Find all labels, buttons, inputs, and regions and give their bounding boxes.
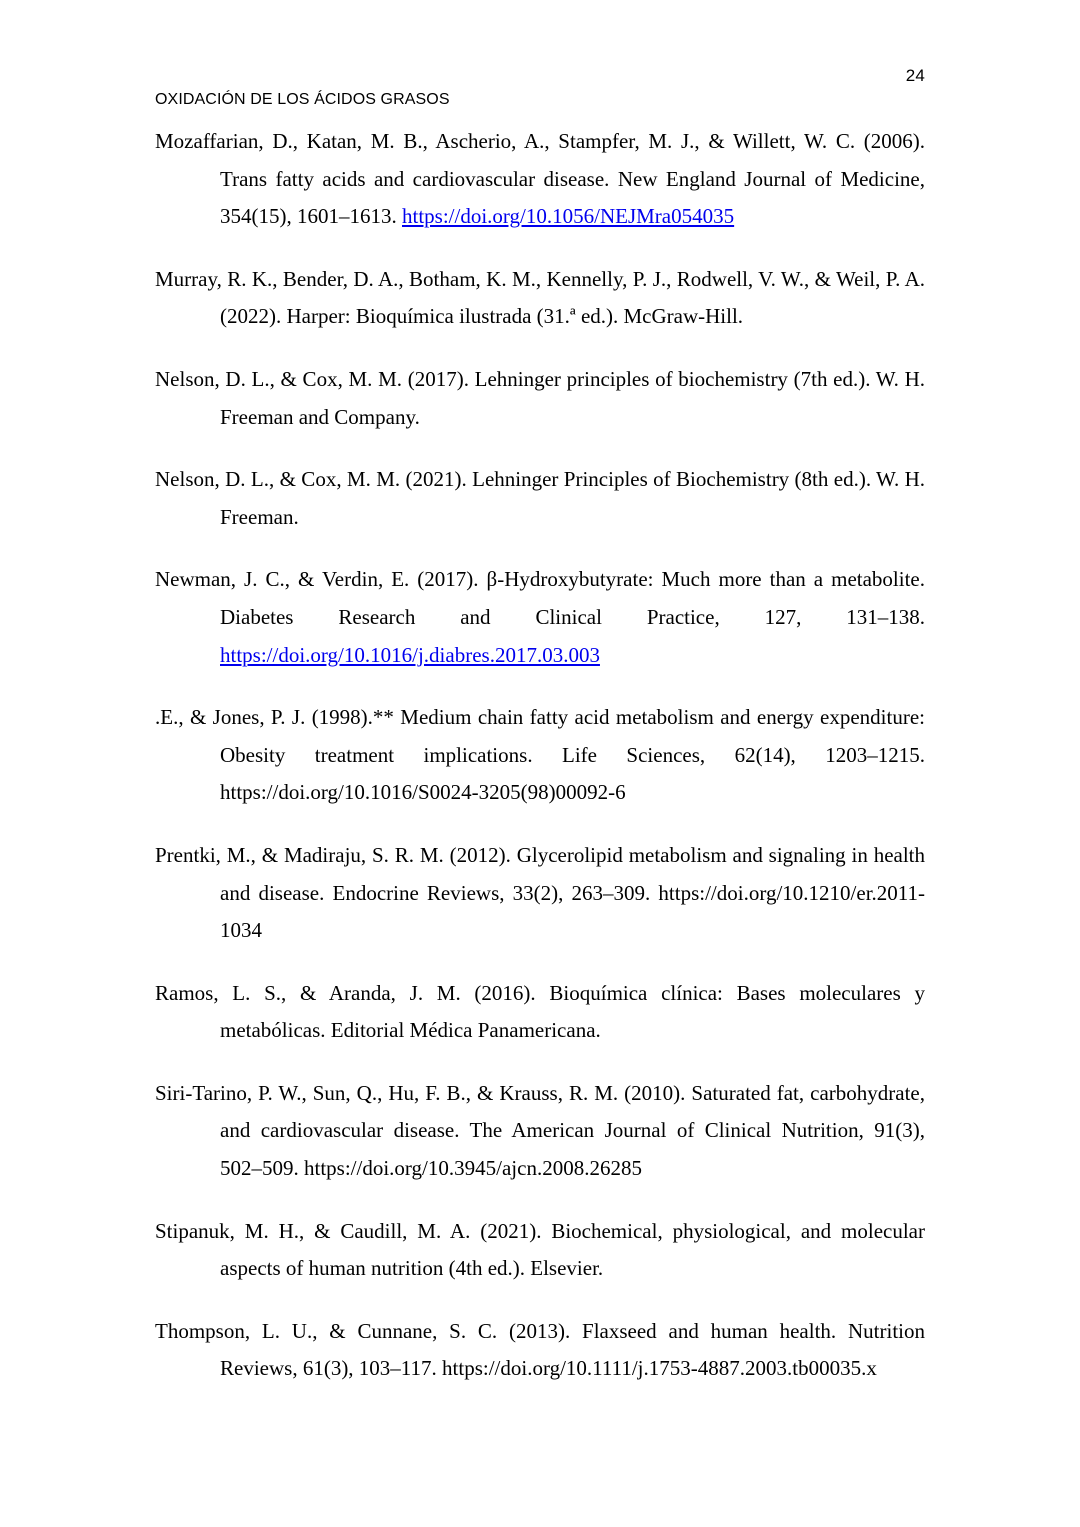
reference-entry: [155, 123, 925, 236]
reference-entry: [155, 361, 925, 436]
reference-entry: [155, 1313, 925, 1388]
reference-text: Nelson, D. L., & Cox, M. M. (2017). Lehninger principles of biochemistry (7th ed.). W. H. Freeman and Company.: [155, 366, 925, 429]
reference-text: Newman, J. C., & Verdin, E. (2017). β-Hydroxybutyrate: Much more than a metabolite. Diabetes Research and Clinical Practice, 127, 131–138.: [155, 567, 925, 629]
reference-entry: [155, 261, 925, 336]
doi-text: https://doi.org/10.1210/er.2011-1034: [220, 880, 925, 943]
reference-text: Murray, R. K., Bender, D. A., Botham, K. M., Kennelly, P. J., Rodwell, V. W., & Weil, P. A. (2022). Harper: Bioquímica ilustrada (31.ª ed.). McGraw-Hill.: [155, 266, 925, 329]
reference-entry: [155, 1213, 925, 1288]
reference-entry: [155, 975, 925, 1050]
doi-text: https://doi.org/10.1016/S0024-3205(98)00092-6: [220, 780, 626, 805]
reference-text: Siri-Tarino, P. W., Sun, Q., Hu, F. B., & Krauss, R. M. (2010). Saturated fat, carbohydrate, and cardiovascular disease. The American Journal of Clinical Nutrition, 91(3), 502–509.: [155, 1080, 925, 1181]
reference-entry: [155, 837, 925, 950]
reference-text: Stipanuk, M. H., & Caudill, M. A. (2021). Biochemical, physiological, and molecular aspects of human nutrition (4th ed.). Elsevier.: [155, 1218, 925, 1281]
reference-entry: [155, 699, 925, 812]
reference-list: [155, 123, 925, 1413]
running-header: OXIDACIÓN DE LOS ÁCIDOS GRASOS: [155, 91, 450, 108]
doi-text: https://doi.org/10.1111/j.1753-4887.2003.tb00035.x: [442, 1356, 877, 1381]
doi-link[interactable]: https://doi.org/10.1016/j.diabres.2017.03.003: [220, 642, 600, 667]
reference-text: Mozaffarian, D., Katan, M. B., Ascherio, A., Stampfer, M. J., & Willett, W. C. (2006). Trans fatty acids and cardiovascular disease. New England Journal of Medicine, 354(15), 1601–1613.: [155, 129, 925, 229]
reference-entry: [155, 1075, 925, 1188]
reference-text: .E., & Jones, P. J. (1998).** Medium chain fatty acid metabolism and energy expenditure: Obesity treatment implications. Life Sciences, 62(14), 1203–1215.: [155, 705, 925, 767]
page-number: 24: [905, 66, 925, 85]
reference-entry: [155, 561, 925, 674]
reference-text: Nelson, D. L., & Cox, M. M. (2021). Lehninger Principles of Biochemistry (8th ed.). W. H. Freeman.: [155, 467, 925, 529]
reference-text: Thompson, L. U., & Cunnane, S. C. (2013). Flaxseed and human health. Nutrition Reviews, 61(3), 103–117.: [155, 1318, 925, 1381]
reference-text: Ramos, L. S., & Aranda, J. M. (2016). Bioquímica clínica: Bases moleculares y metabólicas. Editorial Médica Panamericana.: [155, 980, 925, 1043]
reference-entry: [155, 461, 925, 536]
doi-link[interactable]: https://doi.org/10.1056/NEJMra054035: [402, 204, 735, 229]
doi-text: https://doi.org/10.3945/ajcn.2008.26285: [304, 1156, 642, 1181]
reference-text: Prentki, M., & Madiraju, S. R. M. (2012). Glycerolipid metabolism and signaling in health and disease. Endocrine Reviews, 33(2), 263–309.: [155, 842, 925, 905]
